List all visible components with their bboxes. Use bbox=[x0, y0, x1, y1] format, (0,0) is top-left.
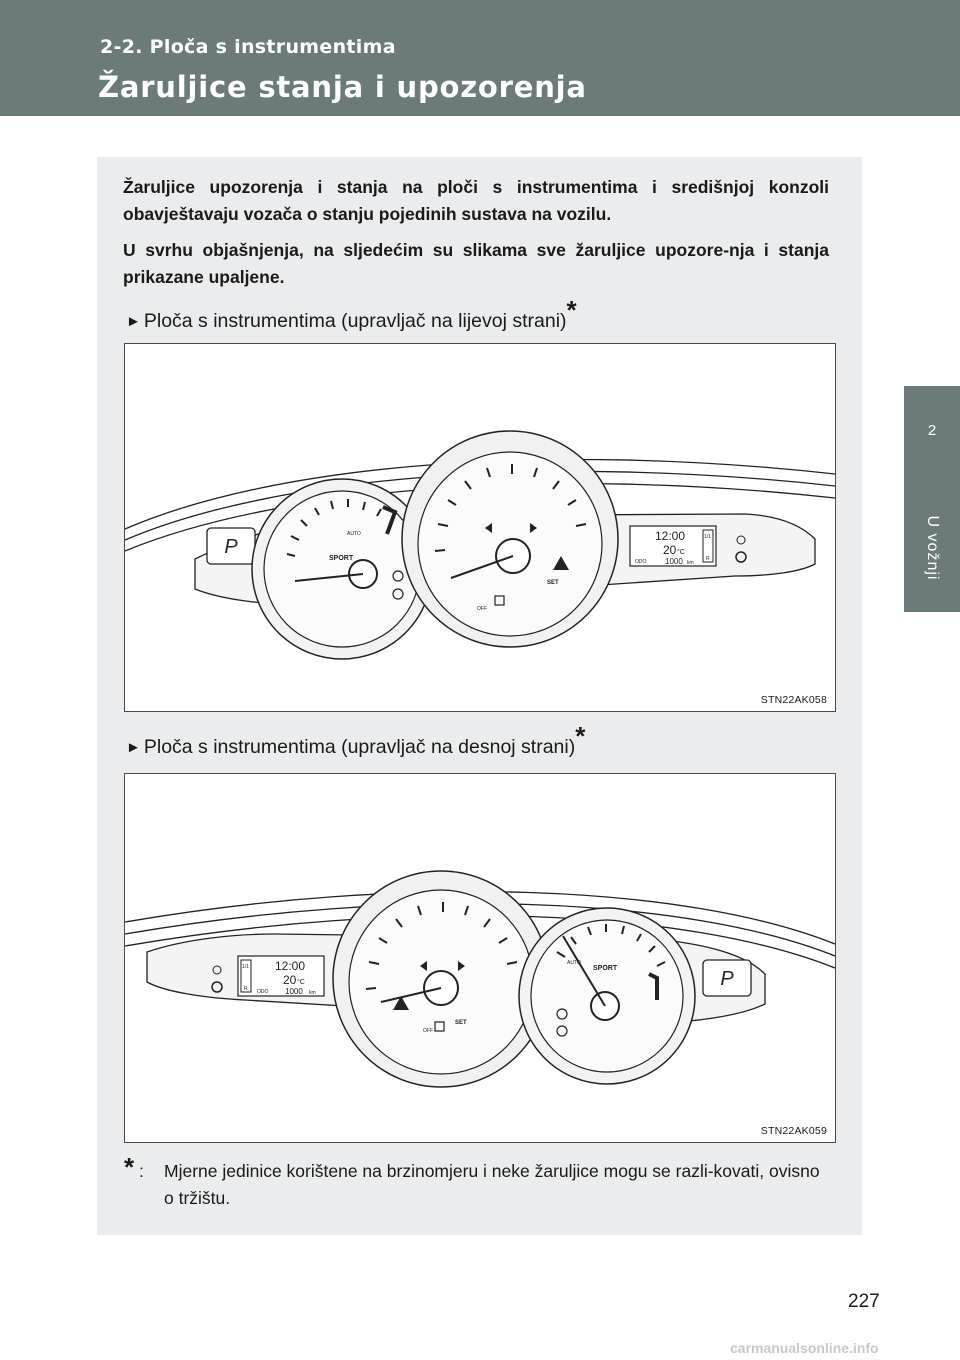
rhd-instrument-panel-illustration bbox=[125, 774, 835, 1141]
fuel-gauge-full: 1/1 bbox=[242, 964, 249, 970]
temperature-unit: °C bbox=[677, 549, 685, 556]
fuel-gauge-reserve: R bbox=[244, 986, 248, 992]
figure-1-lhd-instrument-panel bbox=[124, 343, 836, 712]
intro-paragraph-1: Žaruljice upozorenja i stanja na ploči s instrumentima i središnjoj konzoli obavještavaju vozača o stanju pojedinih sustava na vozilu. bbox=[123, 177, 829, 224]
footnote-colon: : bbox=[139, 1161, 144, 1181]
cruise-set-indicator: SET bbox=[455, 1020, 467, 1026]
gear-indicator: P bbox=[720, 968, 734, 990]
asterisk-marker: * bbox=[566, 295, 577, 325]
footnote-asterisk: * bbox=[124, 1152, 135, 1182]
clock-readout: 12:00 bbox=[275, 959, 306, 973]
figure-1-caption bbox=[126, 295, 577, 335]
figure-1-code: STN22AK058 bbox=[760, 694, 827, 706]
odometer-unit: km bbox=[687, 560, 694, 566]
lhd-instrument-panel-illustration bbox=[125, 344, 835, 711]
page-header bbox=[0, 0, 960, 116]
odometer-readout: 1000 bbox=[285, 987, 303, 996]
figure-1-caption-text: Ploča s instrumentima (upravljač na lijevoj strani) bbox=[143, 310, 567, 332]
triangle-marker-icon: ► bbox=[126, 313, 141, 330]
intro-paragraph-2: U svrhu objašnjenja, na sljedećim su slikama sve žaruljice upozore-nja i stanja prikazane upaljene. bbox=[123, 240, 829, 287]
figure-2-code: STN22AK059 bbox=[760, 1125, 827, 1137]
fuel-gauge-full: 1/1 bbox=[704, 534, 711, 540]
sport-indicator: SPORT bbox=[593, 965, 618, 972]
figure-2-caption-text: Ploča s instrumentima (upravljač na desnoj strani) bbox=[143, 736, 576, 758]
gear-indicator: P bbox=[224, 536, 238, 558]
footnote-text: Mjerne jedinice korištene na brzinomjeru i neke žaruljice mogu se razli-kovati, ovisno o tržištu. bbox=[164, 1161, 820, 1208]
triangle-marker-icon: ► bbox=[126, 739, 141, 756]
temperature-readout: 20 bbox=[663, 543, 677, 557]
odometer-label: ODO bbox=[635, 559, 647, 565]
sport-indicator: SPORT bbox=[329, 555, 354, 562]
odometer-label: ODO bbox=[257, 989, 269, 995]
off-indicator: OFF bbox=[423, 1028, 433, 1034]
fuel-gauge-reserve: R bbox=[706, 556, 710, 562]
clock-readout: 12:00 bbox=[655, 529, 686, 543]
asterisk-marker: * bbox=[575, 721, 586, 751]
chapter-title: U vožnji bbox=[924, 515, 941, 581]
auto-indicator: AUTO bbox=[567, 960, 581, 966]
auto-indicator: AUTO bbox=[347, 531, 361, 537]
odometer-readout: 1000 bbox=[665, 557, 683, 566]
chapter-number: 2 bbox=[927, 422, 937, 439]
page-number: 227 bbox=[848, 1291, 880, 1312]
watermark: carmanualsonline.info bbox=[730, 1340, 879, 1356]
cruise-set-indicator: SET bbox=[547, 580, 559, 586]
section-label: 2-2. Ploča s instrumentima bbox=[100, 36, 396, 58]
off-indicator: OFF bbox=[477, 606, 487, 612]
page-title: Žaruljice stanja i upozorenja bbox=[98, 70, 587, 104]
odometer-unit: km bbox=[309, 990, 316, 996]
chapter-tab[interactable] bbox=[904, 386, 960, 612]
temperature-unit: °C bbox=[297, 979, 305, 986]
figure-2-rhd-instrument-panel bbox=[124, 773, 836, 1143]
temperature-readout: 20 bbox=[283, 973, 297, 987]
figure-2-caption bbox=[126, 721, 586, 761]
